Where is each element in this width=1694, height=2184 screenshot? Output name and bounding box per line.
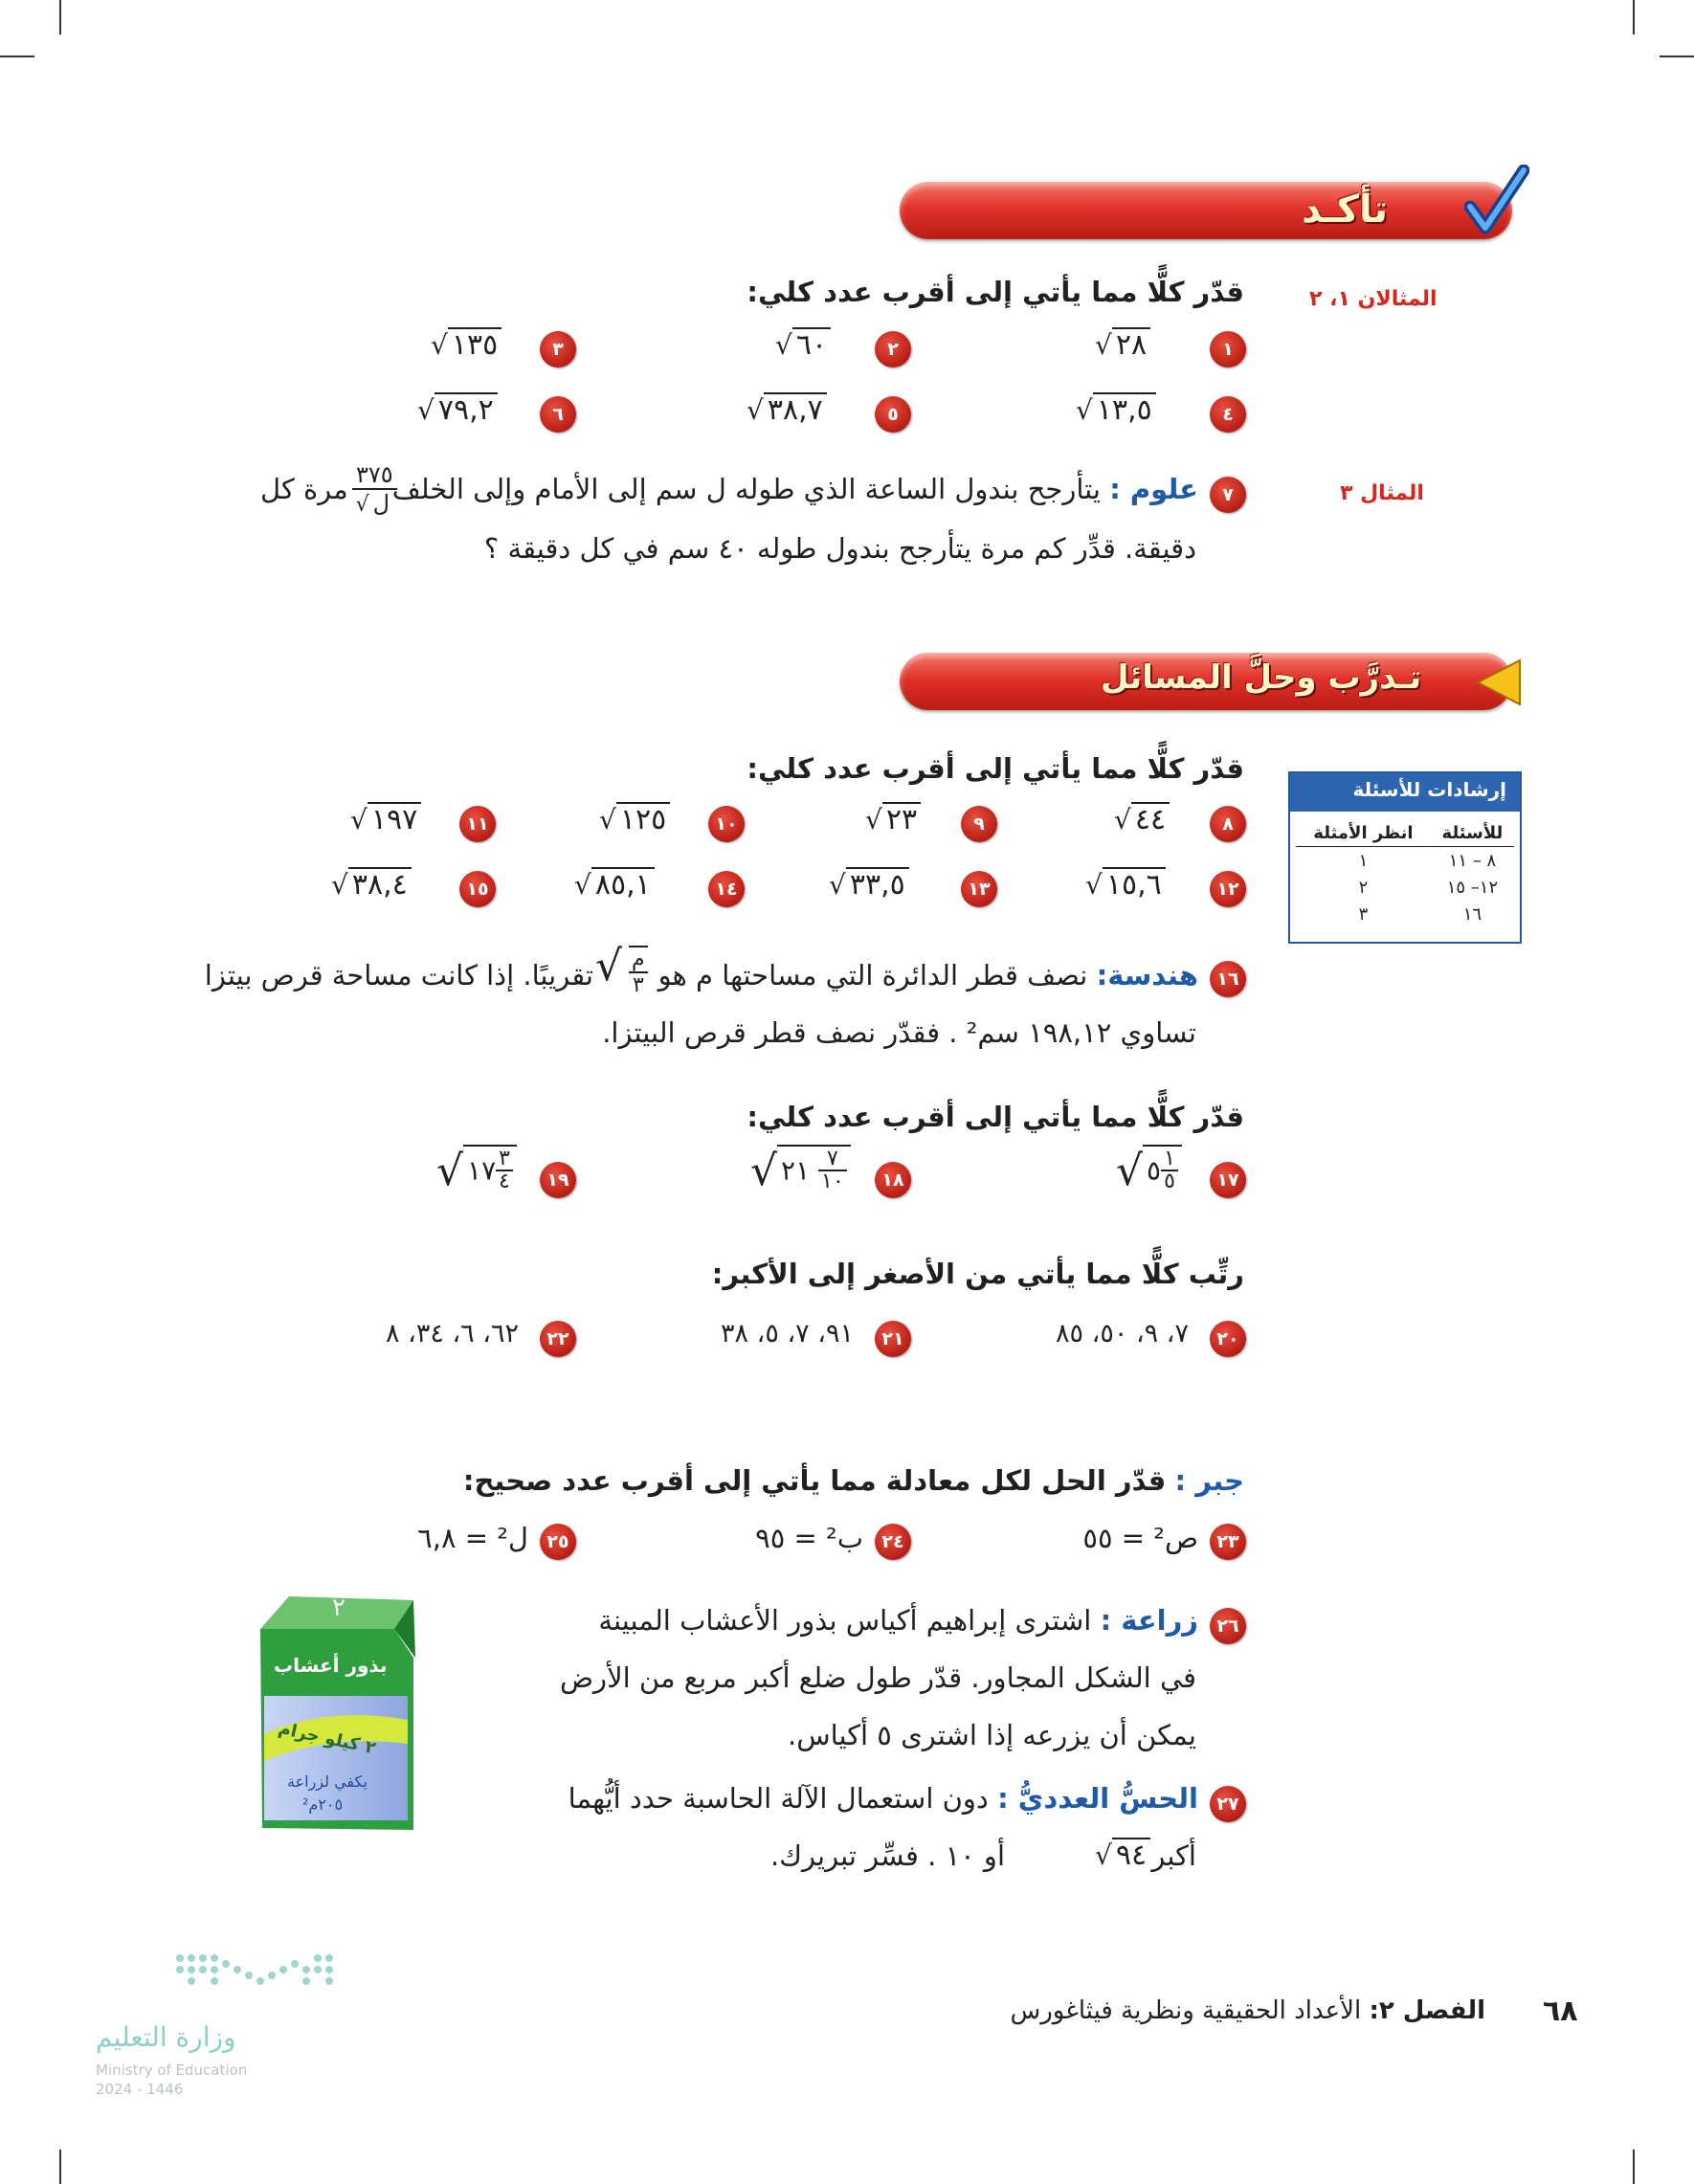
q7-label: علوم :: [1109, 473, 1198, 505]
algebra-label: جبر :: [1174, 1464, 1244, 1497]
q7-line2: دقيقة. قدِّر كم مرة يتأرجح بندول طوله ٤٠ سم في كل دقيقة ؟: [483, 532, 1196, 565]
question-badge: ١١: [459, 806, 496, 842]
checkmark-icon: [1464, 165, 1529, 241]
algebra-text: قدّر الحل لكل معادلة مما يأتي إلى أقرب عدد صحيح:: [462, 1464, 1167, 1497]
radicand: ١٥,٦: [1103, 867, 1166, 903]
radical-expression: √ ١٢٥: [599, 802, 670, 837]
radicand: ١٣٥: [448, 327, 502, 363]
q16-fraction: √ م ٣: [595, 942, 648, 997]
question-badge: ١٨: [875, 1162, 911, 1198]
side-note-examples-1-2: المثالان ١، ٢: [1309, 287, 1438, 311]
q16-text-b: تقريبًا. إذا كانت مساحة قرص بيتزا: [204, 959, 593, 992]
q27-line2b: أو ١٠ . فسِّر تبريرك.: [769, 1839, 1005, 1872]
radicand: ٤٤: [1131, 802, 1170, 837]
q7-tail: مرة كل: [260, 473, 348, 505]
order-instruction: رتِّب كلًّا مما يأتي من الأصغر إلى الأكبر:: [711, 1258, 1244, 1290]
order-list: ٩١، ٧، ٥، ٣٨: [721, 1319, 854, 1348]
radical-expression: √ ١٣٥: [431, 327, 502, 363]
radicand: ٩٤: [1112, 1838, 1150, 1873]
radicand: ١٢٥: [616, 802, 670, 837]
radical-expression: √ ٣٣,٥: [829, 867, 909, 903]
question-badge: ١٠: [708, 806, 745, 842]
crop-mark: [0, 56, 34, 57]
question-badge: ٢١: [875, 1321, 911, 1357]
q7-text: يتأرجح بندول الساعة الذي طوله ل سم إلى الأمام وإلى الخلف: [391, 473, 1101, 505]
chapter-label: الفصل ٢:: [1369, 1996, 1485, 2025]
radicand: ١٣,٥: [1093, 392, 1156, 428]
radicand: ٣٨,٧: [764, 392, 827, 428]
ministry-name-en: Ministry of Education: [96, 2061, 248, 2079]
check-banner: [900, 182, 1512, 239]
mixed-whole: ٢١: [781, 1154, 811, 1187]
crop-mark: [1633, 2150, 1635, 2184]
q26-line2: في الشكل المجاور. قدّر طول ضلع أكبر مربع من الأرض: [560, 1661, 1196, 1694]
hints-col-examples: انظر الأمثلة: [1296, 819, 1431, 847]
mixed-radical: √ ٥ $\frac{١}{٥}$: [1116, 1145, 1182, 1195]
question-badge: ٢٥: [540, 1524, 576, 1560]
question-badge: ١٧: [1210, 1162, 1246, 1198]
q7-frac-den: ل: [369, 488, 393, 517]
mixed-whole: ٥: [1147, 1154, 1162, 1187]
chapter-footer: [1011, 1996, 1486, 2025]
question-badge: ١: [1210, 331, 1246, 368]
ministry-logo-icon: [170, 1949, 343, 1996]
radical-expression: √ ١٣,٥: [1076, 392, 1156, 428]
question-badge: ٢: [875, 331, 911, 368]
check-banner-title: تأكـد: [1302, 188, 1389, 232]
mixed-num: ١: [1161, 1148, 1178, 1171]
radical-expression: √ ٧٩,٢: [417, 392, 498, 428]
q27-line2a: أكبر: [1151, 1839, 1196, 1872]
question-badge: ٢٢: [540, 1321, 576, 1357]
bag-weight: ٢ كيلو جرام: [276, 1718, 378, 1759]
radical-expression: √ ١٩٧: [350, 802, 421, 837]
question-badge: ٢٧: [1210, 1786, 1246, 1822]
q7-line1: [392, 473, 1198, 505]
hints-title: إرشادات للأسئلة: [1352, 778, 1506, 801]
q7-fraction: [352, 461, 397, 517]
q27-text: دون استعمال الآلة الحاسبة حدد أيُّهما: [568, 1782, 989, 1815]
mixed-radical: √ ١٧ $\frac{٣}{٤}$: [436, 1145, 517, 1195]
question-badge: ١٤: [708, 871, 745, 907]
q26-line3: يمكن أن يزرعه إذا اشترى ٥ أكياس.: [787, 1719, 1196, 1751]
crop-mark: [1660, 56, 1694, 57]
ministry-name-ar: وزارة التعليم: [96, 2021, 236, 2053]
bag-area: ٢٠٥م²: [302, 1795, 344, 1814]
radical-expression: √ ٢٨: [1095, 327, 1150, 363]
crop-mark: [1633, 0, 1635, 34]
question-badge: ٥: [875, 396, 911, 433]
crop-mark: [59, 0, 61, 34]
bag-note: يكفي لزراعة: [287, 1772, 368, 1791]
q26-label: زراعة :: [1100, 1604, 1198, 1637]
radicand: ٢٣: [882, 802, 921, 837]
radicand: ٣٨,٤: [348, 867, 412, 903]
q27-line1: [568, 1782, 1198, 1815]
svg-text:٢: ٢: [332, 1593, 345, 1622]
hints-box: [1288, 771, 1522, 944]
question-badge: ١٦: [1210, 961, 1246, 997]
practice-instruction-2: قدّر كلًّا مما يأتي إلى أقرب عدد كلي:: [747, 1101, 1244, 1133]
check-instruction: قدّر كلًّا مما يأتي إلى أقرب عدد كلي:: [747, 276, 1244, 308]
q16-label: هندسة:: [1096, 959, 1198, 992]
radical-expression: √ ٢٣: [865, 802, 921, 837]
question-badge: ١٥: [459, 871, 496, 907]
radical-expression: √ ٩٤: [1095, 1838, 1150, 1873]
crop-mark: [59, 2150, 61, 2184]
q7-frac-den-wrap: √ ل: [352, 490, 397, 517]
mixed-whole: ١٧: [467, 1154, 497, 1187]
q27-label: الحسُّ العدديُّ :: [997, 1782, 1198, 1815]
radicand: ٨٥,١: [591, 867, 655, 903]
mixed-den: ٤: [499, 1170, 510, 1193]
q16-line1-start: [658, 959, 1198, 992]
radicand: ٦٠: [792, 327, 831, 363]
radicand: ٣٣,٥: [846, 867, 909, 903]
radicand: ٧٩,٢: [435, 392, 498, 428]
table-row: ٨ – ١١ ١: [1358, 850, 1497, 871]
ministry-year: 2024 - 1446: [96, 2081, 184, 2098]
question-badge: ٤: [1210, 396, 1246, 433]
order-list: ٧، ٩، ٥٠، ٨٥: [1056, 1319, 1189, 1348]
mixed-num: ٧: [818, 1148, 847, 1171]
hints-col-questions: للأسئلة: [1431, 819, 1514, 847]
question-badge: ٦: [540, 396, 576, 433]
table-row: ١٦ ٣: [1358, 903, 1482, 925]
chapter-title: الأعداد الحقيقية ونظرية فيثاغورس: [1010, 1996, 1362, 2025]
q16-text-a: نصف قطر الدائرة التي مساحتها م هو: [658, 959, 1088, 992]
table-row: ١٢– ١٥ ٢: [1358, 877, 1499, 898]
q26-text: اشترى إبراهيم أكياس بذور الأعشاب المبينة: [598, 1604, 1092, 1637]
question-badge: ٢٦: [1210, 1608, 1246, 1644]
order-list: ٦٢، ٦، ٣٤، ٨: [386, 1319, 519, 1348]
radical-expression: √ ١٥,٦: [1085, 867, 1166, 903]
radicand: ١٩٧: [368, 802, 421, 837]
mixed-radical: √ ٢١ $\frac{٧}{١٠}$: [750, 1145, 851, 1195]
page-number: ٦٨: [1543, 1995, 1578, 2028]
q16-frac-num: م: [629, 947, 648, 973]
mixed-den: ٥: [1164, 1170, 1175, 1193]
q26-line1: [598, 1604, 1198, 1637]
radical-expression: √ ٤٤: [1114, 802, 1170, 837]
radical-expression: √ ٣٨,٧: [747, 392, 827, 428]
side-note-example-3: المثال ٣: [1340, 481, 1424, 505]
question-badge: ١٩: [540, 1162, 576, 1198]
radical-expression: √ ٣٨,٤: [331, 867, 412, 903]
question-badge: ٨: [1210, 806, 1246, 842]
radical-expression: √ ٨٥,١: [574, 867, 655, 903]
question-badge: ٣: [540, 331, 576, 368]
question-badge: ٢٣: [1210, 1524, 1246, 1560]
mixed-num: ٣: [496, 1148, 513, 1171]
algebra-equation: ل² = ٦,٨: [417, 1522, 528, 1554]
question-badge: ١٢: [1210, 871, 1246, 907]
bag-title: بذور أعشاب: [274, 1654, 388, 1677]
question-badge: ٧: [1210, 477, 1246, 513]
question-badge: ٩: [961, 806, 997, 842]
radical-expression: √ ٦٠: [775, 327, 831, 363]
question-badge: ٢٤: [875, 1524, 911, 1560]
algebra-equation: ب² = ٩٥: [755, 1522, 863, 1554]
practice-instruction: قدّر كلًّا مما يأتي إلى أقرب عدد كلي:: [747, 752, 1244, 785]
arrow-marker-icon: [1474, 657, 1522, 708]
algebra-equation: ص² = ٥٥: [1082, 1522, 1198, 1554]
mixed-den: ١٠: [821, 1170, 844, 1193]
q16-line2: تساوي ١٩٨,١٢ سم² . فقدّر نصف قطر قرص البيتزا.: [602, 1016, 1196, 1049]
question-badge: ٢٠: [1210, 1321, 1246, 1357]
hints-table: [1296, 819, 1514, 927]
q7-frac-num: ٣٧٥: [352, 461, 397, 490]
radicand: ٢٨: [1112, 327, 1150, 363]
q16-frac-den: ٣: [632, 973, 644, 997]
practice-banner-title: تـدرَّب وحلَّ المسائل: [1101, 658, 1422, 697]
question-badge: ١٣: [961, 871, 997, 907]
algebra-instruction: [463, 1464, 1244, 1497]
